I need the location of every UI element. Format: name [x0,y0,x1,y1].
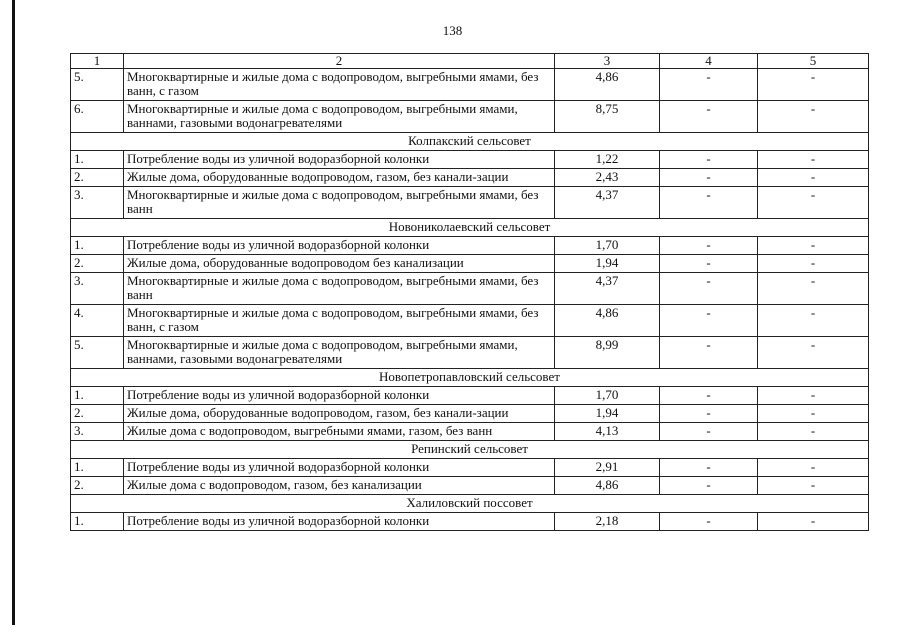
value-col3: 4,13 [555,423,660,441]
value-col3: 1,70 [555,387,660,405]
value-col3: 8,99 [555,337,660,369]
row-number: 5. [71,69,124,101]
table-row [71,387,869,405]
section-title: Колпакский сельсовет [71,133,869,151]
value-col5: - [758,187,869,219]
value-col3: 1,70 [555,237,660,255]
row-description: Жилые дома, оборудованные водопроводом без канализации [124,255,555,273]
value-col5: - [758,405,869,423]
row-description: Многоквартирные и жилые дома с водопроводом, выгребными ямами, без ванн, с газом [124,69,555,101]
row-description: Многоквартирные и жилые дома с водопроводом, выгребными ямами, без ванн [124,273,555,305]
value-col3: 2,43 [555,169,660,187]
value-col5: - [758,151,869,169]
value-col4: - [660,337,758,369]
value-col4: - [660,273,758,305]
row-number: 4. [71,305,124,337]
section-row [71,219,869,237]
section-title: Новопетропавловский сельсовет [71,369,869,387]
value-col5: - [758,387,869,405]
tariff-table [70,53,869,531]
row-number: 2. [71,477,124,495]
row-number: 2. [71,405,124,423]
value-col4: - [660,477,758,495]
table-row [71,423,869,441]
row-description: Потребление воды из уличной водоразборной колонки [124,387,555,405]
row-description: Многоквартирные и жилые дома с водопроводом, выгребными ямами, без ванн, с газом [124,305,555,337]
value-col4: - [660,69,758,101]
table-row [71,477,869,495]
value-col4: - [660,513,758,531]
page-edge-bar [12,0,15,625]
row-description: Многоквартирные и жилые дома с водопроводом, выгребными ямами, ваннами, газовыми водонагревателями [124,337,555,369]
table-row [71,459,869,477]
value-col5: - [758,459,869,477]
value-col4: - [660,237,758,255]
section-row [71,133,869,151]
row-description: Жилые дома с водопроводом, выгребными ямами, газом, без ванн [124,423,555,441]
table-row [71,337,869,369]
value-col5: - [758,337,869,369]
value-col5: - [758,513,869,531]
column-header: 5 [758,54,869,69]
value-col5: - [758,169,869,187]
row-number: 3. [71,273,124,305]
value-col5: - [758,477,869,495]
column-header: 4 [660,54,758,69]
value-col5: - [758,305,869,337]
row-description: Потребление воды из уличной водоразборной колонки [124,459,555,477]
row-description: Жилые дома с водопроводом, газом, без канализации [124,477,555,495]
table-row [71,169,869,187]
value-col3: 2,18 [555,513,660,531]
row-description: Жилые дома, оборудованные водопроводом, газом, без канали-зации [124,405,555,423]
section-title: Халиловский поссовет [71,495,869,513]
section-title: Репинский сельсовет [71,441,869,459]
row-number: 1. [71,151,124,169]
value-col5: - [758,69,869,101]
value-col4: - [660,459,758,477]
value-col5: - [758,273,869,305]
row-number: 2. [71,255,124,273]
value-col3: 4,86 [555,477,660,495]
row-description: Потребление воды из уличной водоразборной колонки [124,237,555,255]
table-row [71,513,869,531]
value-col4: - [660,255,758,273]
row-number: 1. [71,237,124,255]
table-row [71,405,869,423]
row-description: Многоквартирные и жилые дома с водопроводом, выгребными ямами, без ванн [124,187,555,219]
section-title: Новониколаевский сельсовет [71,219,869,237]
column-header: 2 [124,54,555,69]
value-col4: - [660,423,758,441]
row-number: 1. [71,459,124,477]
column-header: 3 [555,54,660,69]
row-number: 1. [71,387,124,405]
row-number: 1. [71,513,124,531]
value-col4: - [660,305,758,337]
table-row [71,69,869,101]
value-col5: - [758,423,869,441]
header-row [71,54,869,69]
table-row [71,255,869,273]
value-col5: - [758,255,869,273]
table-row [71,273,869,305]
value-col3: 4,86 [555,305,660,337]
value-col3: 4,86 [555,69,660,101]
value-col4: - [660,405,758,423]
table-row [71,151,869,169]
table-row [71,101,869,133]
page-number: 138 [442,23,463,38]
section-row [71,369,869,387]
value-col3: 1,94 [555,405,660,423]
value-col3: 4,37 [555,273,660,305]
value-col4: - [660,169,758,187]
row-description: Потребление воды из уличной водоразборной колонки [124,513,555,531]
value-col4: - [660,151,758,169]
value-col3: 8,75 [555,101,660,133]
value-col4: - [660,387,758,405]
row-description: Многоквартирные и жилые дома с водопроводом, выгребными ямами, ваннами, газовыми водонагревателями [124,101,555,133]
row-number: 2. [71,169,124,187]
table-row [71,237,869,255]
section-row [71,441,869,459]
value-col5: - [758,101,869,133]
value-col3: 1,94 [555,255,660,273]
row-description: Потребление воды из уличной водоразборной колонки [124,151,555,169]
table-row [71,305,869,337]
row-description: Жилые дома, оборудованные водопроводом, газом, без канали-зации [124,169,555,187]
table-body [71,54,869,531]
section-row [71,495,869,513]
table-row [71,187,869,219]
value-col4: - [660,101,758,133]
row-number: 6. [71,101,124,133]
value-col3: 2,91 [555,459,660,477]
row-number: 5. [71,337,124,369]
value-col5: - [758,237,869,255]
row-number: 3. [71,187,124,219]
value-col3: 4,37 [555,187,660,219]
row-number: 3. [71,423,124,441]
value-col4: - [660,187,758,219]
column-header: 1 [71,54,124,69]
value-col3: 1,22 [555,151,660,169]
